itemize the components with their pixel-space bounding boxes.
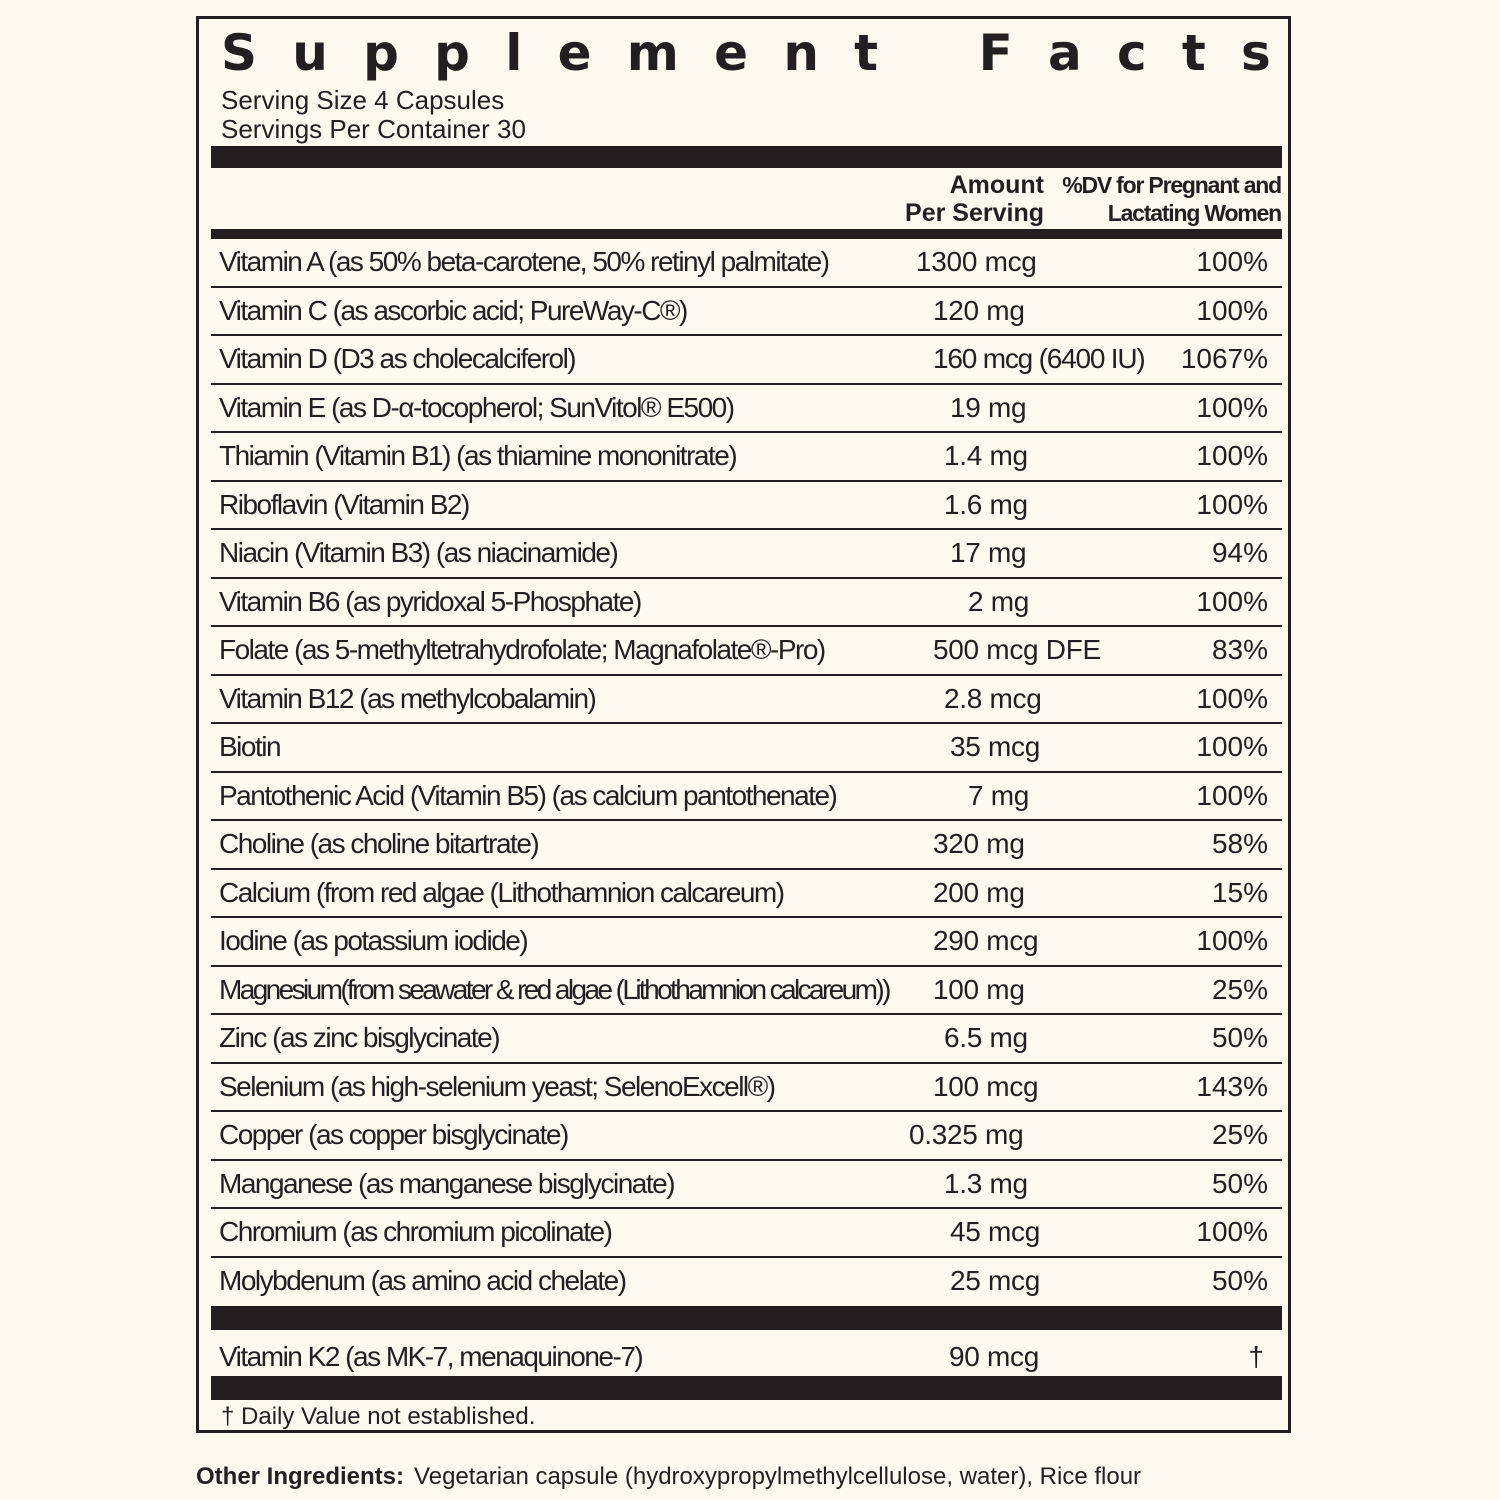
nutrient-amount: 0.325 mg [909, 1119, 1024, 1150]
nutrient-dv: 94% [1211, 537, 1268, 568]
other-ingredients [196, 1462, 1141, 1492]
title-letter: l [505, 24, 523, 82]
footnote: † Daily Value not established. [221, 1403, 536, 1430]
nutrient-dv: 143% [1196, 1070, 1268, 1102]
nutrient-name: Vitamin C (as ascorbic acid; PureWay-C®) [219, 294, 687, 326]
nutrient-amount: 6.5 mg [944, 1022, 1028, 1053]
nutrient-amount: 7 mg [968, 779, 1030, 811]
thick-divider [211, 146, 1282, 168]
nutrient-row [211, 627, 1282, 676]
nutrient-row [211, 1258, 1282, 1305]
nutrient-name: Choline (as choline bitartrate) [219, 828, 539, 859]
nutrient-amount: 120 mg [933, 294, 1025, 326]
thick-divider [211, 1376, 1282, 1400]
nutrient-name: Calcium (from red algae (Lithothamnion calcareum) [219, 876, 784, 908]
title-letter [913, 25, 943, 81]
nutrient-name: Vitamin E (as D-α-tocopherol; SunVitol® E500) [219, 391, 734, 423]
nutrient-dv: 58% [1211, 828, 1268, 859]
nutrient-dv: 100% [1196, 294, 1268, 326]
nutrient-dv: 50% [1211, 1167, 1268, 1199]
nutrient-dv: 83% [1211, 634, 1268, 665]
nutrient-name: Manganese (as manganese bisglycinate) [219, 1167, 675, 1199]
title-letter: p [434, 24, 470, 82]
nutrient-name: Copper (as copper bisglycinate) [219, 1119, 568, 1150]
nutrient-dv: 15% [1211, 876, 1268, 908]
nutrient-dv: † [1248, 1341, 1264, 1372]
nutrient-name: Thiamin (Vitamin B1) (as thiamine mononitrate) [219, 440, 737, 471]
nutrient-amount: 19 mg [950, 391, 1027, 423]
title-letter: m [626, 24, 679, 82]
nutrient-amount: 500 mcg DFE [933, 634, 1101, 665]
thick-divider [211, 1306, 1282, 1330]
nutrient-amount: 200 mg [933, 876, 1025, 908]
title-letter: c [1116, 24, 1147, 82]
serving-size: Serving Size 4 Capsules [221, 85, 505, 115]
daily-value-header: %DV for Pregnant and Lactating Women [1062, 172, 1281, 226]
title-letter: e [714, 24, 749, 82]
nutrient-name: Selenium (as high-selenium yeast; SelenoExcell®) [219, 1070, 775, 1102]
other-ingredients-text: Vegetarian capsule (hydroxypropylmethylcellulose, water), Rice flour [414, 1463, 1142, 1490]
nutrient-amount: 100 mg [933, 973, 1025, 1005]
nutrient-dv: 100% [1196, 246, 1268, 277]
nutrient-row [211, 967, 1282, 1016]
nutrient-row-vitamin-k2 [211, 1332, 1282, 1382]
nutrient-amount: 2.8 mcg [944, 682, 1042, 714]
nutrient-dv: 100% [1196, 925, 1268, 956]
nutrient-name: Folate (as 5-methyltetrahydrofolate; Magnafolate®-Pro) [219, 634, 825, 665]
nutrient-name: Molybdenum (as amino acid chelate) [219, 1264, 626, 1296]
title-letter: u [292, 24, 328, 82]
nutrient-row [211, 433, 1282, 482]
title-letter: n [783, 24, 819, 82]
title-letter: a [1047, 24, 1082, 82]
nutrient-row [211, 821, 1282, 870]
nutrient-dv: 50% [1211, 1022, 1268, 1053]
nutrient-dv: 100% [1196, 682, 1268, 714]
nutrient-row [211, 1015, 1282, 1064]
nutrient-name: Vitamin B6 (as pyridoxal 5-Phosphate) [219, 585, 641, 617]
nutrient-row [211, 1161, 1282, 1210]
nutrient-amount: 2 mg [968, 585, 1030, 617]
other-ingredients-label: Other Ingredients: [196, 1463, 405, 1490]
nutrient-amount: 1300 mcg [916, 246, 1037, 277]
nutrient-amount: 17 mg [950, 537, 1027, 568]
nutrient-row [211, 773, 1282, 822]
nutrient-amount: 100 mcg [933, 1070, 1039, 1102]
nutrient-row [211, 676, 1282, 725]
nutrient-amount: 90 mcg [949, 1341, 1040, 1372]
nutrient-dv: 1067% [1180, 343, 1268, 374]
nutrient-amount: 1.6 mg [944, 488, 1028, 520]
nutrient-row [211, 918, 1282, 967]
nutrient-name: Vitamin D (D3 as cholecalciferol) [219, 343, 576, 374]
nutrient-amount: 290 mcg [933, 925, 1039, 956]
amount-per-serving-header: Amount Per Serving [905, 171, 1044, 227]
nutrient-row [211, 239, 1282, 288]
nutrient-dv: 100% [1196, 585, 1268, 617]
nutrient-table [211, 239, 1282, 1304]
title-letter: S [221, 24, 258, 82]
nutrient-row [211, 724, 1282, 773]
nutrient-row [211, 530, 1282, 579]
nutrient-name: Zinc (as zinc bisglycinate) [219, 1022, 500, 1053]
title-letter: s [1241, 24, 1271, 82]
nutrient-row [211, 482, 1282, 531]
nutrient-name: Vitamin K2 (as MK-7, menaquinone-7) [219, 1341, 643, 1372]
nutrient-name: Niacin (Vitamin B3) (as niacinamide) [219, 537, 618, 568]
nutrient-dv: 100% [1196, 779, 1268, 811]
nutrient-row [211, 336, 1282, 385]
nutrient-amount: 35 mcg [950, 731, 1041, 762]
nutrient-name: Chromium (as chromium picolinate) [219, 1216, 612, 1247]
header-divider [211, 229, 1282, 239]
title-letter: e [557, 24, 592, 82]
nutrient-name: Riboflavin (Vitamin B2) [219, 488, 469, 520]
nutrient-dv: 50% [1211, 1264, 1268, 1296]
panel-title [221, 25, 1271, 81]
nutrient-name: Biotin [219, 731, 281, 762]
nutrient-amount: 1.4 mg [944, 440, 1028, 471]
nutrient-dv: 100% [1196, 488, 1268, 520]
nutrient-name: Vitamin A (as 50% beta-carotene, 50% retinyl palmitate) [219, 246, 829, 277]
nutrient-dv: 100% [1196, 1216, 1268, 1247]
nutrient-row [211, 1209, 1282, 1258]
nutrient-dv: 25% [1211, 973, 1268, 1005]
nutrient-amount: 25 mcg [950, 1264, 1041, 1296]
nutrient-amount: 45 mcg [950, 1216, 1041, 1247]
nutrient-row [211, 870, 1282, 919]
nutrient-row [211, 579, 1282, 628]
nutrient-name: Vitamin B12 (as methylcobalamin) [219, 682, 596, 714]
nutrient-name: Pantothenic Acid (Vitamin B5) (as calcium pantothenate) [219, 779, 837, 811]
title-letter: t [1181, 24, 1206, 82]
nutrient-row [211, 1112, 1282, 1161]
title-letter: p [363, 24, 399, 82]
title-letter: t [854, 24, 879, 82]
nutrient-amount: 160 mcg (6400 IU) [933, 343, 1145, 374]
nutrient-dv: 100% [1196, 391, 1268, 423]
nutrient-amount: 320 mg [933, 828, 1025, 859]
servings-per-container: Servings Per Container 30 [221, 114, 526, 144]
nutrient-row [211, 1064, 1282, 1113]
nutrient-amount: 1.3 mg [944, 1167, 1028, 1199]
title-letter: F [978, 24, 1013, 82]
nutrient-dv: 100% [1196, 440, 1268, 471]
nutrient-dv: 100% [1196, 731, 1268, 762]
nutrient-dv: 25% [1211, 1119, 1268, 1150]
supplement-facts-panel [196, 16, 1291, 1433]
nutrient-row [211, 288, 1282, 337]
nutrient-name: Iodine (as potassium iodide) [219, 925, 528, 956]
nutrient-name: Magnesium(from seawater & red algae (Lithothamnion calcareum)) [219, 973, 889, 1005]
nutrient-row [211, 385, 1282, 434]
